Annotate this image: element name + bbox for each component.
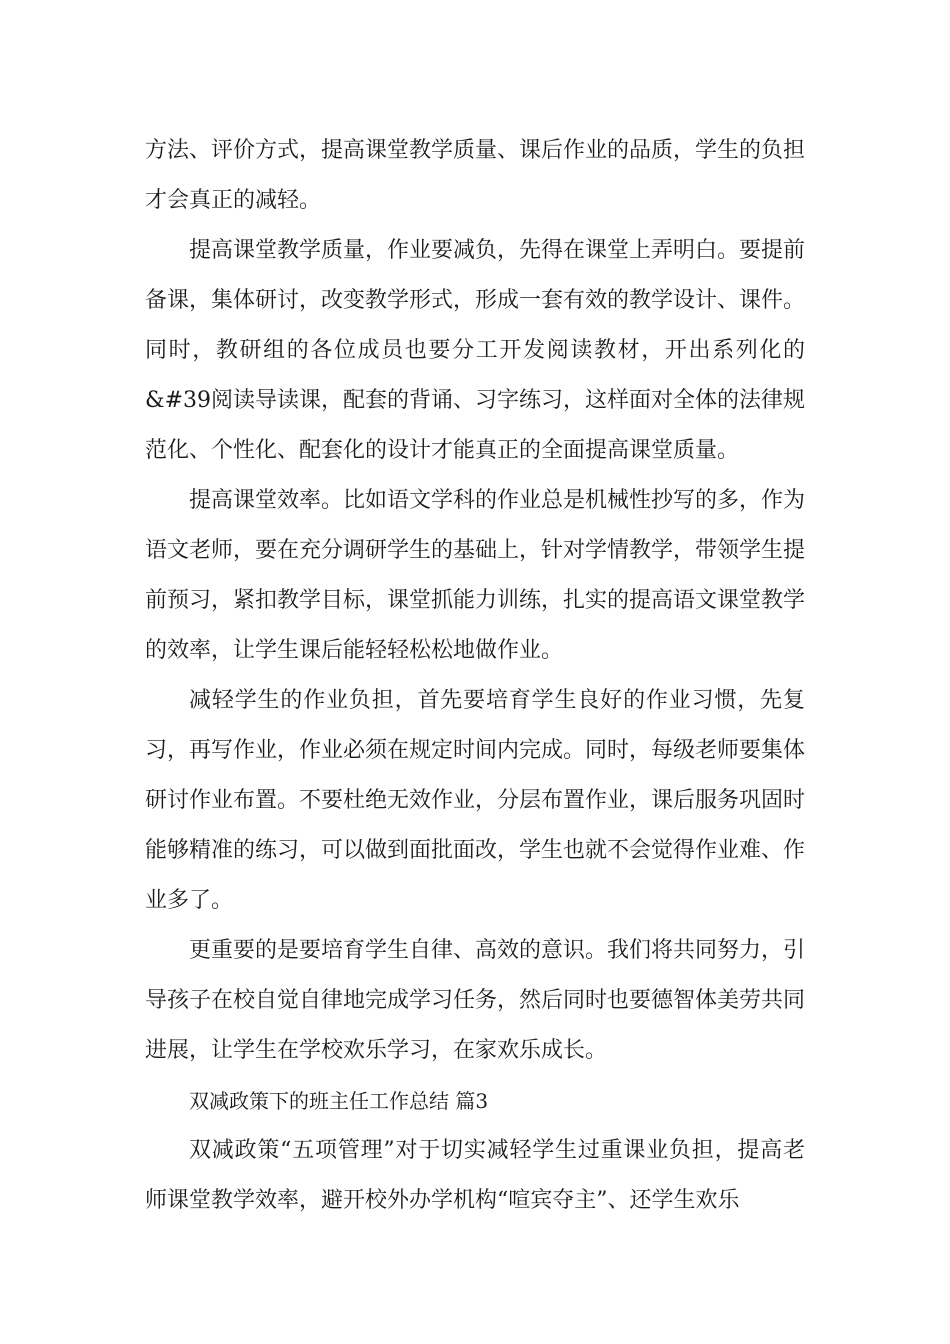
paragraph-1: 方法、评价方式，提高课堂教学质量、课后作业的品质，学生的负担才会真正的减轻。 (145, 138, 806, 213)
document-page (145, 126, 805, 1226)
paragraph-3: 提高课堂效率。比如语文学科的作业总是机械性抄写的多，作为语文老师，要在充分调研学生的基础上，针对学情教学，带领学生提前预习，紧扣教学目标，课堂抓能力训练，扎实的提高语文课堂教学的效率，让学生课后能轻轻松松地做作业。 (145, 488, 806, 663)
paragraph-4: 减轻学生的作业负担，首先要培育学生良好的作业习惯，先复习，再写作业，作业必须在规定时间内完成。同时，每级老师要集体研讨作业布置。不要杜绝无效作业，分层布置作业，课后服务巩固时能够精准的练习，可以做到面批面改，学生也就不会觉得作业难、作业多了。 (145, 688, 806, 913)
paragraph-2: 提高课堂教学质量，作业要减负，先得在课堂上弄明白。要提前备课，集体研讨，改变教学形式，形成一套有效的教学设计、课件。同时，教研组的各位成员也要分工开发阅读教材，开出系列化的&#39阅读导读课，配套的背诵、习字练习，这样面对全体的法律规范化、个性化、配套化的设计才能真正的全面提高课堂质量。 (145, 238, 806, 463)
paragraph-5: 更重要的是要培育学生自律、高效的意识。我们将共同努力，引导孩子在校自觉自律地完成学习任务，然后同时也要德智体美劳共同进展，让学生在学校欢乐学习，在家欢乐成长。 (145, 938, 806, 1063)
section-heading: 双减政策下的班主任工作总结 篇3 (189, 1089, 489, 1113)
paragraph-6: 双减政策“五项管理”对于切实减轻学生过重课业负担，提高老师课堂教学效率，避开校外办学机构“喧宾夺主”、还学生欢乐 (145, 1138, 805, 1213)
